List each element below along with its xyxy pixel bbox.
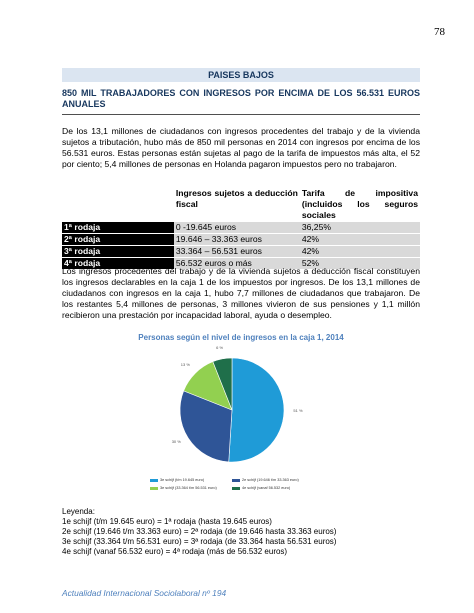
band-label: 1ª rodaja [62,222,174,234]
table-header-income: Ingresos sujetos a deducción fiscal [175,188,298,209]
band-income: 33.364 – 56.531 euros [174,246,300,258]
legend-item [150,486,217,490]
pie-slice [229,358,284,462]
footer-publication: Actualidad Internacional Sociolaboral nº 194 [62,588,227,598]
table-header-row [62,188,420,222]
leyenda-heading: Leyenda: [62,507,95,516]
section-header: PAISES BAJOS [62,68,420,82]
legend-swatch [150,479,158,482]
band-rate: 52% [300,258,420,270]
slice-label: 13 % [180,362,190,368]
pie-chart [150,345,330,470]
title-divider [62,114,420,115]
band-income: 56.532 euros o más [174,258,300,270]
paragraph-intro: De los 13,1 millones de ciudadanos con ingresos procedentes del trabajo y de la vivienda sujetos a tributación, hubo más de 850 mil personas en 2014 con ingresos por encima de los 56.531 euros. Estas personas están sujetas al pago de la tarifa de impuestos más alta, el 52 por ciento; 5,4 millones de personas en Holanda pagaron impuestos pero no trabajaron. [62,126,420,169]
legend-swatch [232,479,240,482]
slice-label: 6 % [216,345,224,351]
legend-label: 2e schijf (19.646 t/m 33.363 euro) [242,478,299,482]
band-rate: 36,25% [300,222,420,234]
band-income: 19.646 – 33.363 euros [174,234,300,246]
leyenda-line: 2e schijf (19.646 t/m 33.363 euro) = 2ª rodaja (de 19.646 hasta 33.363 euros) [62,527,337,536]
page-number: 78 [434,26,445,38]
legend-swatch [232,487,240,490]
legend-item [150,478,204,482]
article-title: 850 MIL TRABAJADORES CON INGRESOS POR ENCIMA DE LOS 56.531 EUROS ANUALES [62,88,420,109]
band-label: 3ª rodaja [62,246,174,258]
legend-swatch [150,487,158,490]
table-header-rate: Tarifa de impositiva (incluidos los seguros sociales [301,188,418,220]
table-row [62,222,420,234]
slice-label: 30 % [171,439,181,445]
table-header-empty [62,188,174,222]
band-rate: 42% [300,234,420,246]
band-income: 0 -19.645 euros [174,222,300,234]
legend-item [232,478,299,482]
legend-explanation [62,507,420,557]
legend-item [232,486,290,490]
legend-label: 3e schijf (33.364 t/m 56.531 euro) [160,486,217,490]
band-label: 2ª rodaja [62,234,174,246]
paragraph-box1: Los ingresos procedentes del trabajo y de la vivienda sujetos a deducción fiscal constituyen los ingresos declarables en la caja 1 de los impuestos por ingresos. De los 13,1 millones de ciudadanos con ingresos en la caja 1, hubo 7,7 millones de ciudadanos que trabajaron. De los restantes 5,4 millones de personas, 3 millones vivieron de sus pensiones y 1,1 millón recibieron una prestación por incapacidad laboral, ayuda o desempleo. [62,266,420,320]
band-rate: 42% [300,246,420,258]
band-label: 4ª rodaja [62,258,174,270]
legend-label: 4e schijf (vanaf 56.532 euro) [242,486,291,490]
leyenda-line: 3e schijf (33.364 t/m 56.531 euro) = 3ª rodaja (de 33.364 hasta 56.531 euros) [62,537,337,546]
legend-label: 3e schijf (t/m 19.645 euro) [160,478,205,482]
chart-title: Personas según el nivel de ingresos en la caja 1, 2014 [138,333,344,342]
table-row [62,234,420,246]
leyenda-line: 1e schijf (t/m 19.645 euro) = 1ª rodaja (hasta 19.645 euros) [62,517,272,526]
table-row [62,246,420,258]
slice-label: 51 % [293,407,303,413]
leyenda-line: 4e schijf (vanaf 56.532 euro) = 4ª rodaja (más de 56.532 euros) [62,547,288,556]
tax-table [62,188,420,269]
